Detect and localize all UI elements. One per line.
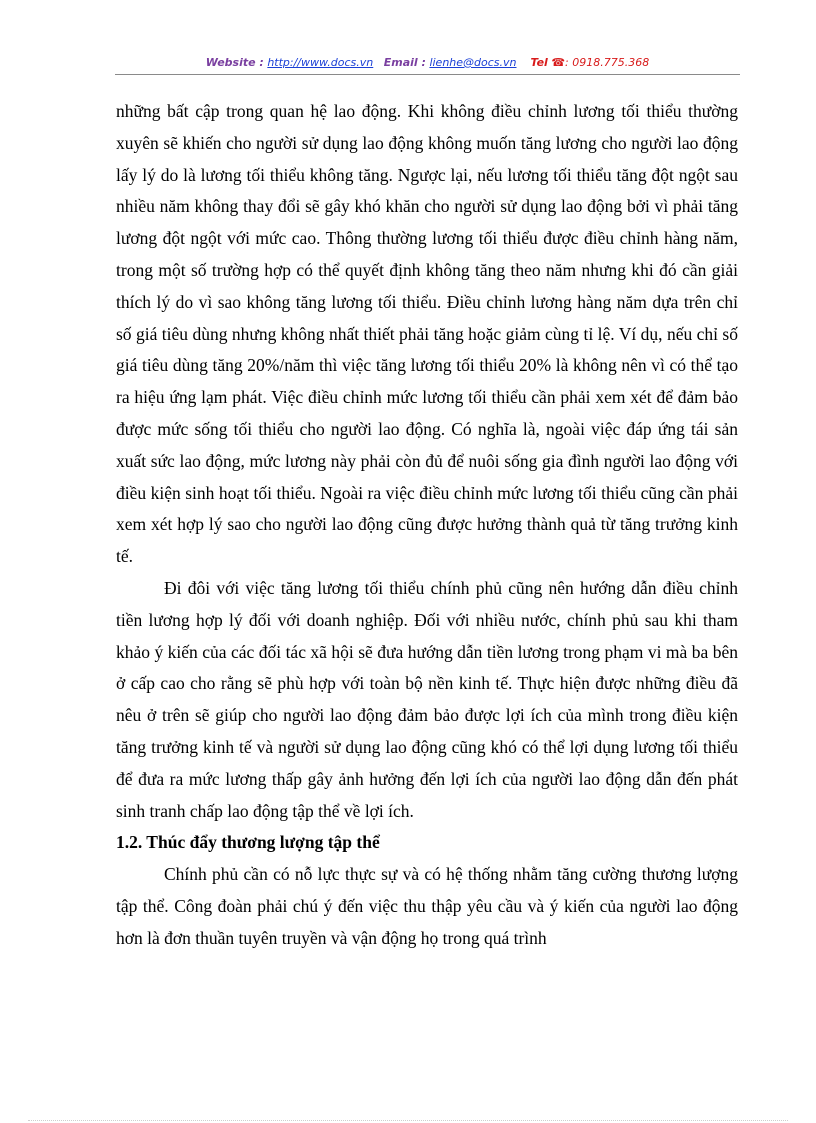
tel-label: Tel (530, 56, 548, 69)
section-heading: 1.2. Thúc đẩy thương lượng tập thể (116, 832, 380, 853)
email-link[interactable]: lienhe@docs.vn (429, 56, 517, 69)
footer-divider (28, 1120, 788, 1121)
page-header (115, 55, 740, 71)
phone-icon: ☎ (551, 56, 566, 69)
email-label: Email : (383, 56, 426, 69)
website-link[interactable]: http://www.docs.vn (267, 56, 374, 69)
document-body (116, 96, 738, 955)
paragraph: Chính phủ cần có nỗ lực thực sự và có hệ thống nhằm tăng cường thương lượng tập thể. Công đoàn phải chú ý đến việc thu thập yêu cầu và ý kiến của người lao động hơn là đơn thuần tuyên truyền và vận động họ trong quá trình (116, 864, 738, 948)
paragraph: những bất cập trong quan hệ lao động. Khi không điều chỉnh lương tối thiểu thường xuyên sẽ khiến cho người sử dụng lao động không muốn tăng lương cho người lao động lấy lý do là lương tối thiểu không tăng. Ngược lại, nếu lương tối thiểu tăng đột ngột sau nhiều năm không thay đổi sẽ gây khó khăn cho người sử dụng lao động bởi vì phải tăng lương đột ngột với mức cao. Thông thường lương tối thiểu được điều chỉnh hàng năm, trong một số trường hợp có thể quyết định không tăng theo năm nhưng khi đó cần giải thích lý do vì sao không tăng lương tối thiểu. Điều chỉnh lương hàng năm dựa trên chỉ số giá tiêu dùng nhưng không nhất thiết phải tăng hoặc giảm cùng tỉ lệ. Ví dụ, nếu chỉ số giá tiêu dùng tăng 20%/năm thì việc tăng lương tối thiểu 20% là không nên vì có thể tạo ra hiệu ứng lạm phát. Việc điều chỉnh mức lương tối thiểu cần phải xem xét để đảm bảo được mức sống tối thiểu cho người lao động. Có nghĩa là, ngoài việc đáp ứng tái sản xuất sức lao động, mức lương này phải còn đủ để nuôi sống gia đình người lao động với điều kiện sinh hoạt tối thiểu. Ngoài ra việc điều chỉnh mức lương tối thiểu cũng cần phải xem xét hợp lý sao cho người lao động cũng được hưởng thành quả từ tăng trưởng kinh tế. (116, 101, 738, 567)
header-divider (115, 74, 740, 75)
website-label: Website : (205, 56, 264, 69)
tel-value: : 0918.775.368 (565, 56, 650, 69)
paragraph: Đi đôi với việc tăng lương tối thiểu chính phủ cũng nên hướng dẫn điều chỉnh tiền lương hợp lý đối với doanh nghiệp. Đối với nhiều nước, chính phủ sau khi tham khảo ý kiến của các đối tác xã hội sẽ đưa hướng dẫn tiền lương trong phạm vi mà ba bên ở cấp cao cho rằng sẽ phù hợp với toàn bộ nền kinh tế. Thực hiện được những điều đã nêu ở trên sẽ giúp cho người lao động đảm bảo được lợi ích của mình trong điều kiện tăng trưởng kinh tế và người sử dụng lao động cũng khó có thể lợi dụng lương tối thiểu để đưa ra mức lương thấp gây ảnh hưởng đến lợi ích của người lao động dẫn đến phát sinh tranh chấp lao động tập thể về lợi ích. (116, 577, 738, 821)
